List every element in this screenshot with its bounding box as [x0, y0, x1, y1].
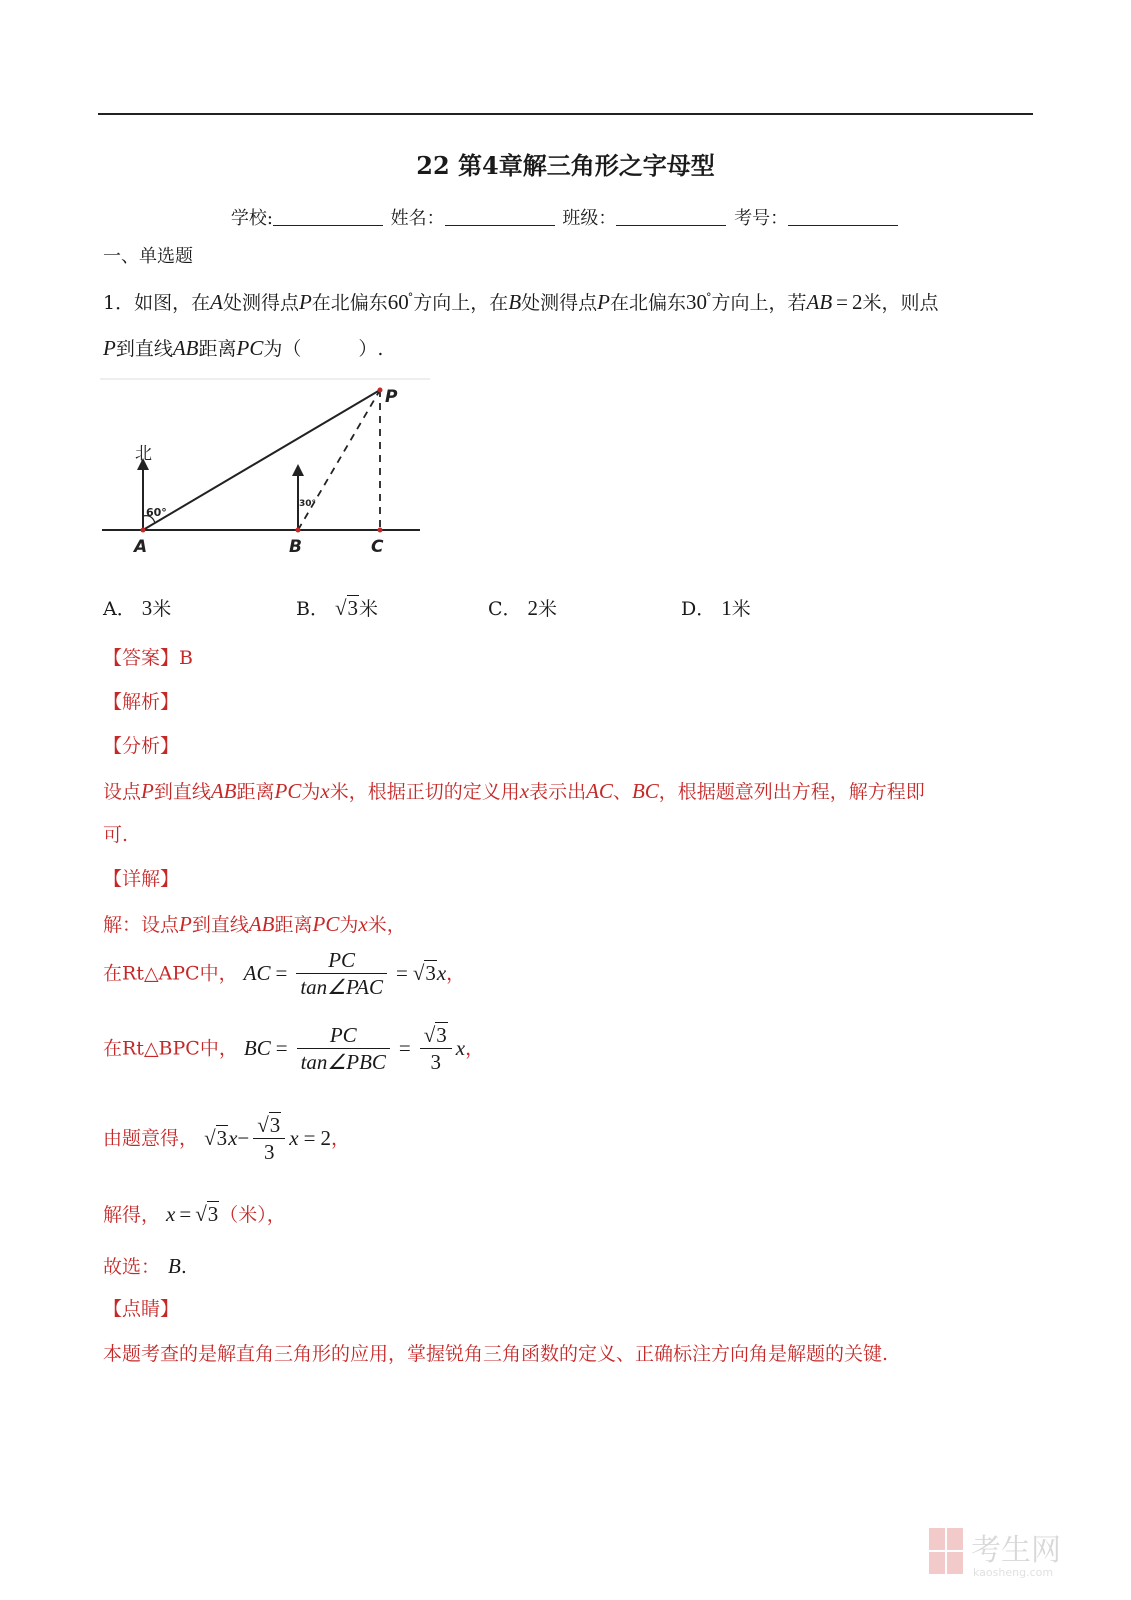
dianjing-label: 【点睛】 [103, 1298, 180, 1320]
point-a-dot [141, 528, 146, 533]
question-number: 1． [103, 292, 135, 314]
jiexi-label: 【解析】 [103, 691, 180, 713]
line-ap [143, 390, 380, 530]
solution-line-result: 解得， x = √3（米）， [103, 1202, 286, 1226]
exam-no-label: 考号： [734, 208, 789, 229]
fraction-equation: $\frac{√3}{3}$ [253, 1112, 285, 1166]
solution-line-apc: 在Rt△APC中， AC = $\frac{PC}{\text{tan∠PAC}}$ = √3x， [103, 948, 466, 1000]
option-b[interactable]: B． √3米 [296, 596, 379, 620]
solution-line-choice: 故选： B. [103, 1254, 187, 1278]
watermark-en: kaosheng.com [973, 1566, 1054, 1579]
fraction-apc: $\frac{PC}{\text{tan∠PAC}}$ [296, 947, 387, 1001]
point-p-dot [378, 388, 383, 393]
option-c[interactable]: C． 2米 [488, 596, 558, 620]
solution-line-equation: 由题意得， √3x− $\frac{√3}{3}$ x = 2， [103, 1113, 350, 1165]
point-c-label: C [371, 537, 384, 557]
geometry-figure [100, 376, 435, 561]
north-label: 北 [135, 444, 152, 464]
solution-line-bpc: 在Rt△BPC中， BC = $\frac{PC}{\text{tan∠PBC}}$ = $\frac{√3}{3}$ x， [103, 1023, 485, 1075]
point-p-label: P [385, 387, 398, 407]
fenxi-line-1: 设点P到直线AB距离PC为x米，根据正切的定义用x表示出AC、BC，根据题意列出方程，解方程即 [103, 779, 925, 803]
line-bp [298, 390, 380, 530]
student-info-line [0, 204, 1131, 230]
watermark-cn: 考生网 [971, 1533, 1061, 1568]
exam-no-blank[interactable] [788, 209, 898, 226]
class-label: 班级： [562, 208, 617, 229]
option-d[interactable]: D． 1米 [681, 596, 751, 620]
fraction-bpc: $\frac{PC}{\text{tan∠PBC}}$ [297, 1022, 390, 1076]
point-a-label: A [134, 537, 148, 557]
watermark-logo [927, 1524, 1087, 1580]
solution-line-1: 解：设点P到直线AB距离PC为x米， [103, 912, 406, 936]
school-blank[interactable] [273, 209, 383, 226]
answer-line: 【答案】B [103, 647, 193, 669]
point-b-dot [296, 528, 301, 533]
answer-value: B [179, 647, 193, 669]
school-label: 学校: [230, 208, 273, 229]
fenxi-line-2: 可. [103, 824, 129, 846]
angle-label-a: 60° [146, 506, 167, 519]
class-blank[interactable] [616, 209, 726, 226]
question-line-1: 1．如图，在A处测得点P在北偏东60°方向上，在B处测得点P在北偏东30°方向上，若AB = 2米，则点 [103, 290, 939, 314]
option-a[interactable]: A． 3米 [103, 596, 172, 620]
question-line-2: P到直线AB距离PC为（ ）. [103, 336, 384, 360]
name-label: 姓名： [390, 208, 445, 229]
fraction-root3-over-3: $\frac{√3}{3}$ [420, 1022, 452, 1076]
section-heading: 一、单选题 [103, 246, 193, 267]
north-arrowhead-b [292, 464, 304, 476]
fenxi-label: 【分析】 [103, 735, 180, 757]
page-title: 22 第4章解三角形之字母型 [416, 151, 715, 180]
top-rule [98, 113, 1033, 115]
watermark-icon [927, 1524, 1087, 1580]
xiangjie-label: 【详解】 [103, 868, 180, 890]
point-c-dot [378, 528, 383, 533]
point-b-label: B [289, 537, 302, 557]
dianjing-text: 本题考查的是解直角三角形的应用，掌握锐角三角函数的定义、正确标注方向角是解题的关键. [103, 1343, 889, 1365]
name-blank[interactable] [445, 209, 555, 226]
angle-label-b: 30° [299, 499, 317, 509]
